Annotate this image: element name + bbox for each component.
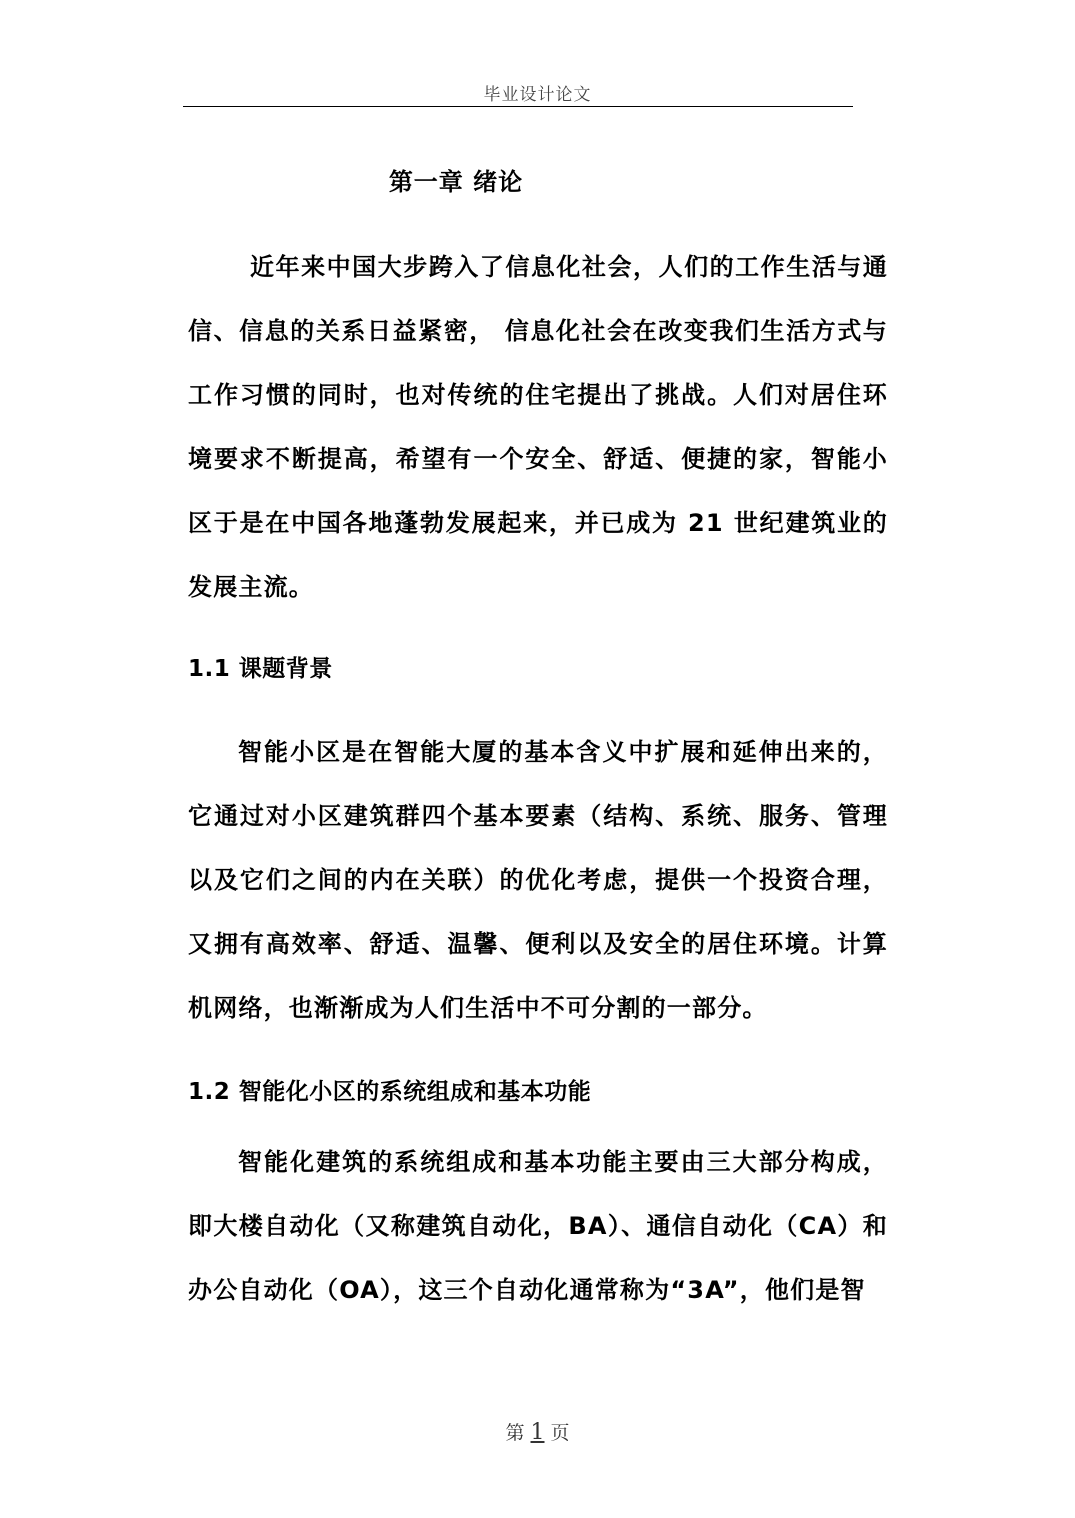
page-number: 1 [530, 1420, 545, 1445]
page-footer [0, 1418, 1075, 1445]
footer-suffix: 页 [550, 1422, 570, 1444]
intro-paragraph: 近年来中国大步跨入了信息化社会，人们的工作生活与通信、信息的关系日益紧密， 信息化社会在改变我们生活方式与工作习惯的同时，也对传统的住宅提出了挑战。人们对居住环境要求不断提高，希望有一个安全、舒适、便捷的家，智能小区于是在中国各地蓬勃发展起来，并已成为 21 世纪建筑业的发展主流。 [188, 253, 888, 601]
header-divider [183, 106, 853, 107]
chapter-title: 第一章 绪论 [388, 168, 524, 196]
section-heading-1-2: 1.2 智能化小区的系统组成和基本功能 [188, 1079, 592, 1105]
section-heading-1-1: 1.1 课题背景 [188, 656, 333, 682]
footer-prefix: 第 [505, 1422, 525, 1444]
running-header: 毕业设计论文 [483, 85, 592, 105]
section-1-1-paragraph: 智能小区是在智能大厦的基本含义中扩展和延伸出来的，它通过对小区建筑群四个基本要素（结构、系统、服务、管理以及它们之间的内在关联）的优化考虑，提供一个投资合理，又拥有高效率、舒适、温馨、便利以及安全的居住环境。计算机网络，也渐渐成为人们生活中不可分割的一部分。 [188, 738, 888, 1022]
section-1-2-paragraph: 智能化建筑的系统组成和基本功能主要由三大部分构成，即大楼自动化（又称建筑自动化，BA）、通信自动化（CA）和办公自动化（OA），这三个自动化通常称为“3A”，他们是智 [188, 1148, 888, 1304]
